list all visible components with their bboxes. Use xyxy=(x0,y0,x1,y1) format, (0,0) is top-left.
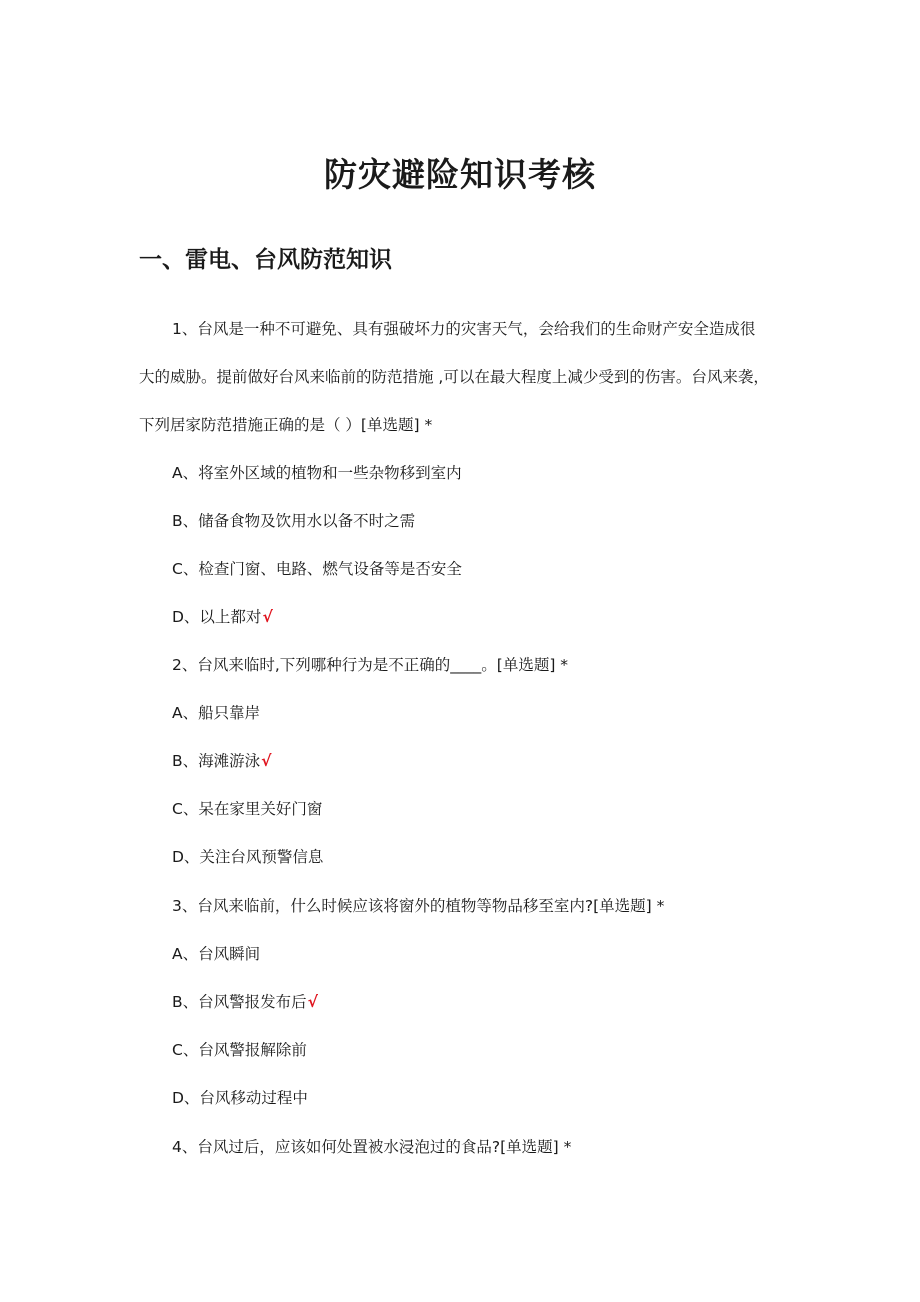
question-2-option-b xyxy=(172,749,271,773)
question-1-line-2: 大的威胁。提前做好台风来临前的防范措施 ,可以在最大程度上减少受到的伤害。台风来袭， xyxy=(139,368,769,386)
option-text: D、以上都对 xyxy=(172,608,262,626)
question-3-option-b xyxy=(172,990,318,1014)
question-3-option-c xyxy=(172,1038,307,1062)
question-4-line-1: 4、台风过后，应该如何处置被水浸泡过的食品?[单选题] * xyxy=(172,1138,572,1156)
question-2-option-d xyxy=(172,845,323,869)
correct-check-icon: √ xyxy=(307,993,318,1011)
question-3-option-d xyxy=(172,1086,308,1110)
option-text: A、台风瞬间 xyxy=(172,945,261,963)
option-text: C、台风警报解除前 xyxy=(172,1041,307,1059)
question-1-line-3: 下列居家防范措施正确的是（ ）[单选题] * xyxy=(139,416,433,434)
question-2-option-c xyxy=(172,797,322,821)
correct-check-icon: √ xyxy=(262,608,273,626)
option-text: A、将室外区域的植物和一些杂物移到室内 xyxy=(172,464,462,482)
option-text: B、储备食物及饮用水以备不时之需 xyxy=(172,512,416,530)
option-text: A、船只靠岸 xyxy=(172,704,261,722)
question-2-line-1: 2、台风来临时,下列哪种行为是不正确的____。[单选题] * xyxy=(172,656,569,674)
option-text: B、海滩游泳 xyxy=(172,752,261,770)
option-text: D、台风移动过程中 xyxy=(172,1089,308,1107)
question-2-option-a xyxy=(172,701,260,725)
option-text: D、关注台风预警信息 xyxy=(172,848,324,866)
option-text: B、台风警报发布后 xyxy=(172,993,307,1011)
question-3-option-a xyxy=(172,942,260,966)
question-1-line-1: 1、台风是一种不可避免、具有强破坏力的灾害天气，会给我们的生命财产安全造成很 xyxy=(172,320,756,338)
question-1-option-c xyxy=(172,557,462,581)
question-3-line-1: 3、台风来临前，什么时候应该将窗外的植物等物品移至室内?[单选题] * xyxy=(172,897,665,915)
option-text: C、检查门窗、电路、燃气设备等是否安全 xyxy=(172,560,462,578)
document-title: 防灾避险知识考核 xyxy=(324,155,596,194)
correct-check-icon: √ xyxy=(261,752,272,770)
question-1-option-b xyxy=(172,509,415,533)
question-1-option-d xyxy=(172,605,273,629)
question-1-option-a xyxy=(172,461,462,485)
option-text: C、呆在家里关好门窗 xyxy=(172,800,323,818)
section-heading: 一、雷电、台风防范知识 xyxy=(139,247,392,273)
